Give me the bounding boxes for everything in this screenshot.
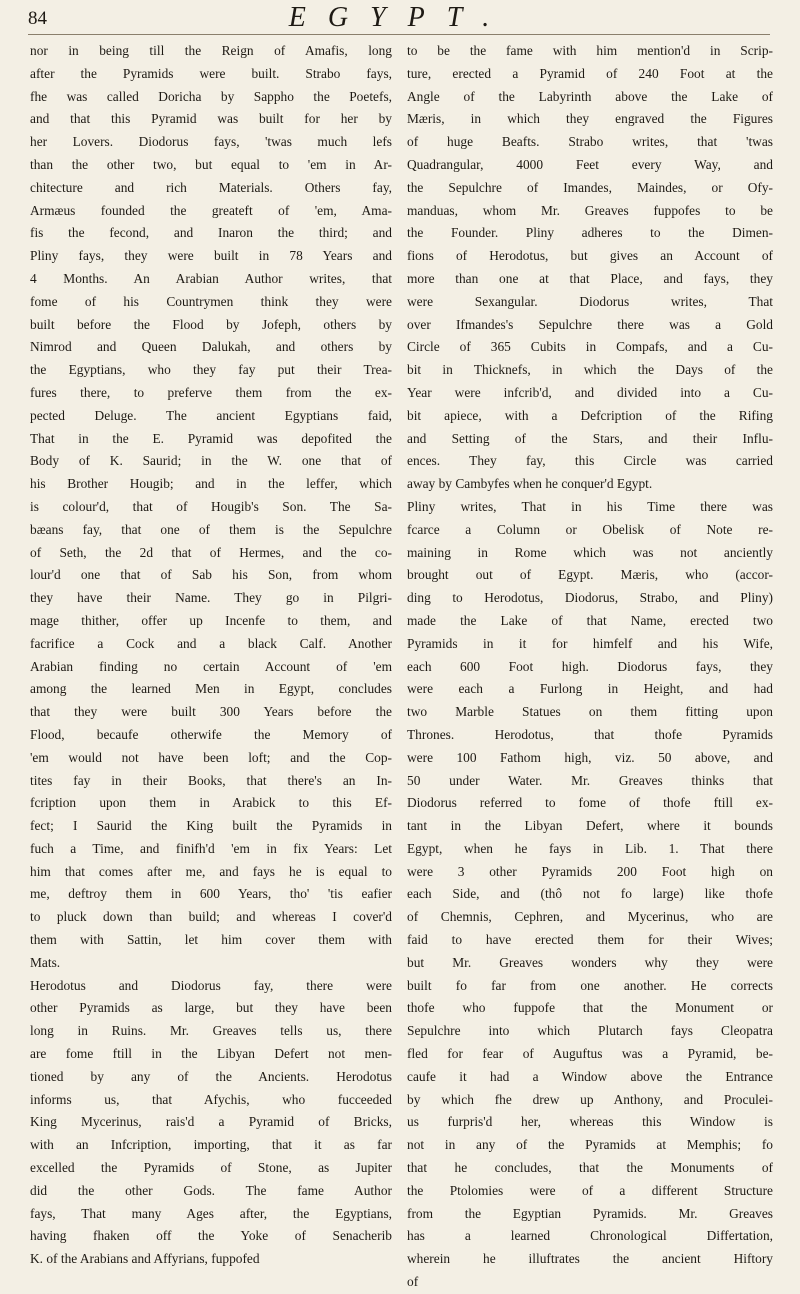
text-line: the Founder. Pliny adheres to the Dimen-	[407, 225, 773, 241]
text-line: to be the fame with him mention'd in Scrip-	[407, 43, 773, 58]
text-line: fis the fecond, and Inaron the third; and	[30, 225, 392, 241]
text-line: Pliny writes, That in his Time there was	[407, 498, 773, 514]
text-line: that they were built 300 Years before the	[30, 704, 392, 720]
text-line: Armæus founded the greateft of 'em, Ama-	[30, 202, 392, 218]
text-line: but Mr. Greaves wonders why they were	[407, 954, 773, 970]
text-line: excelled the Pyramids of Stone, as Jupiter	[30, 1160, 392, 1176]
text-line: Flood, becaufe otherwife the Memory of	[30, 726, 392, 742]
text-line: and that this Pyramid was built for her by	[30, 111, 392, 127]
text-line: chitecture and rich Materials. Others fay,	[30, 179, 392, 195]
text-line: among the learned Men in Egypt, concludes	[30, 681, 392, 697]
text-line: Quadrangular, 4000 Feet every Way, and	[407, 156, 773, 172]
text-line: tioned by any of the Ancients. Herodotus	[30, 1068, 392, 1084]
text-line: Circle of 365 Cubits in Compafs, and a Cu-	[407, 339, 773, 355]
text-line: Herodotus and Diodorus fay, there were	[30, 977, 392, 993]
text-line: to pluck down than build; and whereas I cover'd	[30, 909, 392, 925]
text-line: King Mycerinus, rais'd a Pyramid of Bricks,	[30, 1114, 392, 1130]
text-line: of Seth, the 2d that of Hermes, and the co-	[30, 544, 392, 560]
text-line: me, deftroy them in 600 Years, tho' 'tis eafier	[30, 886, 392, 902]
text-line: pected Deluge. The ancient Egyptians faid,	[30, 407, 392, 423]
text-line: Arabian finding no certain Account of 'em	[30, 658, 392, 674]
text-line: fcription upon them in Arabick to this Ef-	[30, 795, 392, 811]
text-line: with an Infcription, importing, that it as far	[30, 1137, 392, 1153]
text-line: Pliny fays, they were built in 78 Years and	[30, 248, 392, 264]
text-line: 4 Months. An Arabian Author writes, that	[30, 270, 392, 286]
text-line: long in Ruins. Mr. Greaves tells us, there	[30, 1023, 392, 1039]
text-line: the Egyptians, who they fay put their Trea-	[30, 362, 392, 378]
text-line: bit in Thicknefs, in which the Days of the	[407, 362, 773, 378]
right-text-column	[407, 40, 773, 1290]
text-line: having fhaken off the Yoke of Senacherib	[30, 1228, 392, 1244]
text-line: Mats.	[30, 954, 61, 970]
text-line: each 600 Foot high. Diodorus fays, they	[407, 658, 773, 674]
text-line: ding to Herodotus, Diodorus, Strabo, and Pliny)	[407, 590, 773, 606]
text-line: facrifice a Cock and a black Calf. Another	[30, 635, 392, 651]
text-line: 'em would not have been loft; and the Cop-	[30, 749, 392, 765]
text-line: over Ifmandes's Sepulchre there was a Gold	[407, 316, 773, 332]
text-line: did the other Gods. The fame Author	[30, 1182, 392, 1198]
text-line: fome of his Countrymen think they were	[30, 293, 392, 309]
text-line: is colour'd, that of Hougib's Son. The Sa-	[30, 498, 392, 514]
text-line: Nimrod and Queen Dalukah, and others by	[30, 339, 392, 355]
text-line: away by Cambyfes when he conquer'd Egypt.	[407, 476, 653, 492]
text-line: them with Sattin, let him cover them with	[30, 932, 392, 948]
text-line: bæans fay, that one of them is the Sepulchre	[30, 521, 392, 537]
text-line: that he concludes, that the Monuments of	[407, 1160, 773, 1176]
text-line: nor in being till the Reign of Amafis, long	[30, 43, 392, 58]
text-line: lour'd one that of Sab his Son, from whom	[30, 567, 392, 583]
text-line: of huge Beafts. Strabo writes, that 'twas	[407, 134, 773, 150]
text-line: tites fay in their Books, that there's an In-	[30, 772, 392, 788]
text-line: they have their Name. They go in Pilgri-	[30, 590, 392, 606]
text-line: the Sepulchre of Imandes, Maindes, or Ofy-	[407, 179, 773, 195]
text-line: were each a Furlong in Height, and had	[407, 681, 773, 697]
text-line: us furpris'd her, whereas this Window is	[407, 1114, 773, 1130]
text-line: than the other two, but equal to 'em in Ar-	[30, 156, 392, 172]
text-line: not in any of the Pyramids at Memphis; fo	[407, 1137, 773, 1153]
text-line: fures there, to preferve them from the ex-	[30, 384, 392, 400]
text-line: informs us, that Afychis, who fucceeded	[30, 1091, 392, 1107]
text-line: maining in Rome which was not anciently	[407, 544, 773, 560]
header-rule	[28, 34, 770, 35]
text-line: by which fhe drew up Anthony, and Proculei-	[407, 1091, 773, 1107]
text-line: and Setting of the Stars, and their Influ-	[407, 430, 773, 446]
text-line: were Sexangular. Diodorus writes, That	[407, 293, 773, 309]
text-line: two Marble Statues on them fitting upon	[407, 704, 773, 720]
text-line: tant in the Libyan Defert, where it bounds	[407, 818, 773, 834]
text-line: Year were infcrib'd, and divided into a Cu-	[407, 384, 773, 400]
text-line: of	[407, 1274, 419, 1290]
text-line: the Ptolomies were of a different Structure	[407, 1182, 773, 1198]
text-line: other Pyramids as large, but they have been	[30, 1000, 392, 1016]
text-line: thofe who fuppofe that the Monument or	[407, 1000, 773, 1016]
text-line: fhe was called Doricha by Sappho the Poetefs,	[30, 88, 392, 104]
text-line: That in the E. Pyramid was depofited the	[30, 430, 392, 446]
text-line: ences. They fay, this Circle was carried	[407, 453, 773, 469]
text-line: after the Pyramids were built. Strabo fays,	[30, 65, 392, 81]
text-line: wherein he illuftrates the ancient Hiftory	[407, 1251, 773, 1267]
text-line: Body of K. Saurid; in the W. one that of	[30, 453, 392, 469]
text-line: brought out of Egypt. Mæris, who (accor-	[407, 567, 773, 583]
text-line: manduas, whom Mr. Greaves fuppofes to be	[407, 202, 773, 218]
text-line: from the Egyptian Pyramids. Mr. Greaves	[407, 1205, 773, 1221]
text-line: Angle of the Labyrinth above the Lake of	[407, 88, 773, 104]
text-line: more than one at that Place, and fays, they	[407, 270, 773, 286]
text-line: fions of Herodotus, but gives an Account of	[407, 248, 773, 264]
text-line: Diodorus referred to fome of thofe ftill ex-	[407, 795, 773, 811]
text-line: Pyramids in it for himfelf and his Wife,	[407, 635, 773, 651]
text-line: were 3 other Pyramids 200 Foot high on	[407, 863, 773, 879]
text-line: Egypt, when he fays in Lib. 1. That there	[407, 840, 773, 856]
text-line: his Brother Hougib; and in the leffer, which	[30, 476, 392, 492]
text-line: K. of the Arabians and Affyrians, fuppofed	[30, 1251, 260, 1267]
text-line: of Chemnis, Cephren, and Mycerinus, who are	[407, 909, 773, 925]
running-head: EGYPT.	[288, 2, 512, 33]
text-line: mage thither, offer up Incenfe to them, and	[30, 612, 392, 628]
text-line: made the Lake of that Name, erected two	[407, 612, 773, 628]
text-line: fled for fear of Auguftus was a Pyramid, be-	[407, 1046, 773, 1062]
text-line: Mæris, in which they engraved the Figures	[407, 111, 773, 127]
text-line: built before the Flood by Jofeph, others by	[30, 316, 392, 332]
text-line: him that comes after me, and fays he is equal to	[30, 863, 392, 879]
text-line: her Lovers. Diodorus fays, 'twas much lefs	[30, 134, 392, 150]
left-text-column	[30, 40, 392, 1267]
text-line: are fome ftill in the Libyan Defert not men-	[30, 1046, 392, 1062]
text-line: ture, erected a Pyramid of 240 Foot at the	[407, 65, 773, 81]
text-line: fuch a Time, and finifh'd 'em in fix Years: Let	[30, 840, 392, 856]
text-line: fcarce a Column or Obelisk of Note re-	[407, 521, 773, 537]
text-line: fays, That many Ages after, the Egyptians,	[30, 1205, 392, 1221]
text-line: has a learned Chronological Differtation,	[407, 1228, 773, 1244]
page-number: 84	[28, 8, 47, 29]
text-line: built fo far from one another. He corrects	[407, 977, 773, 993]
text-line: Sepulchre into which Plutarch fays Cleopatra	[407, 1023, 773, 1039]
text-line: fect; I Saurid the King built the Pyramids in	[30, 818, 392, 834]
text-line: bit apiece, with a Defcription of the Rifing	[407, 407, 773, 423]
text-line: each Side, and (thô not fo large) like thofe	[407, 886, 773, 902]
text-line: faid to have erected them for their Wives;	[407, 932, 773, 948]
text-line: Thrones. Herodotus, that thofe Pyramids	[407, 726, 773, 742]
text-line: 50 under Water. Mr. Greaves thinks that	[407, 772, 773, 788]
text-line: caufe it had a Window above the Entrance	[407, 1068, 773, 1084]
text-line: were 100 Fathom high, viz. 50 above, and	[407, 749, 773, 765]
